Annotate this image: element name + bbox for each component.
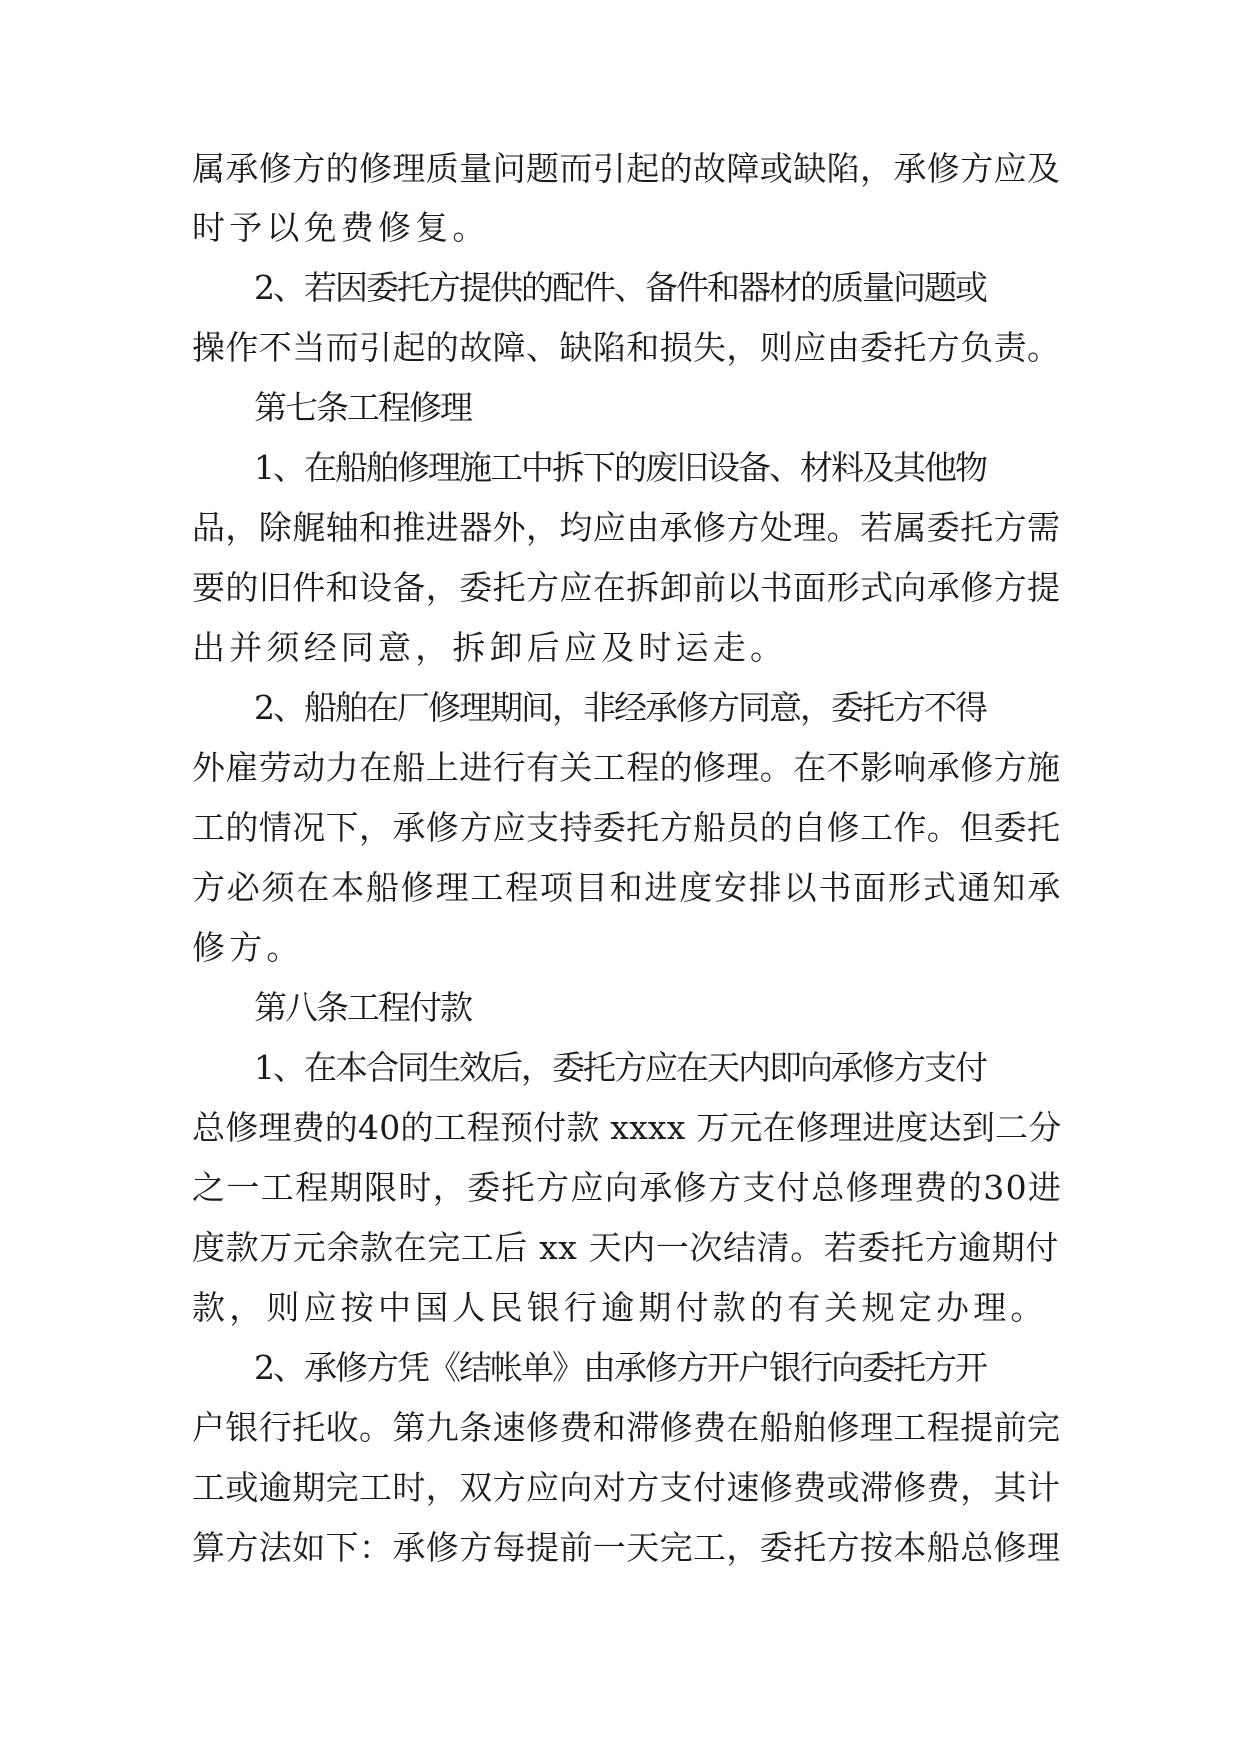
section-heading: 第七条工程修理 — [254, 388, 471, 427]
text-line: 属承修方的修理质量问题而引起的故障或缺陷，承修方应及 — [192, 149, 1061, 188]
text-line: 方必须在本船修理工程项目和进度安排以书面形式通知承 — [192, 868, 1062, 907]
text-line: 款，则应按中国人民银行逾期付款的有关规定办理。 — [192, 1288, 1048, 1327]
text-line: 之一工程期限时，委托方应向承修方支付总修理费的30进 — [192, 1168, 1063, 1207]
text-line: 2、承修方凭《结帐单》由承修方开户银行向委托方开 — [254, 1348, 986, 1387]
text-line: 算方法如下：承修方每提前一天完工，委托方按本船总修理 — [192, 1528, 1061, 1567]
text-line: 工或逾期完工时，双方应向对方支付速修费或滞修费，其计 — [192, 1468, 1061, 1507]
text-line: 品，除艉轴和推进器外，均应由承修方处理。若属委托方需 — [192, 508, 1061, 547]
text-line: 总修理费的40的工程预付款 xxxx 万元在修理进度达到二分 — [192, 1108, 1062, 1147]
text-line: 2、若因委托方提供的配件、备件和器材的质量问题或 — [254, 268, 986, 307]
text-line: 工的情况下，承修方应支持委托方船员的自修工作。但委托 — [192, 808, 1061, 847]
text-line: 2、船舶在厂修理期间，非经承修方同意，委托方不得 — [254, 688, 986, 727]
text-line: 度款万元余款在完工后 xx 天内一次结清。若委托方逾期付 — [192, 1228, 1060, 1267]
text-line: 时予以免费修复。 — [192, 208, 490, 247]
text-line: 户银行托收。第九条速修费和滞修费在船舶修理工程提前完 — [192, 1408, 1061, 1447]
text-line: 外雇劳动力在船上进行有关工程的修理。在不影响承修方施 — [192, 748, 1061, 787]
text-line: 出并须经同意，拆卸后应及时运走。 — [192, 628, 788, 667]
text-line: 1、在本合同生效后，委托方应在天内即向承修方支付 — [254, 1048, 986, 1087]
text-line: 操作不当而引起的故障、缺陷和损失，则应由委托方负责。 — [192, 328, 1061, 367]
section-heading: 第八条工程付款 — [254, 988, 471, 1027]
text-line: 1、在船舶修理施工中拆下的废旧设备、材料及其他物 — [254, 448, 986, 487]
text-line: 修方。 — [192, 928, 304, 967]
text-line: 要的旧件和设备，委托方应在拆卸前以书面形式向承修方提 — [192, 568, 1061, 607]
